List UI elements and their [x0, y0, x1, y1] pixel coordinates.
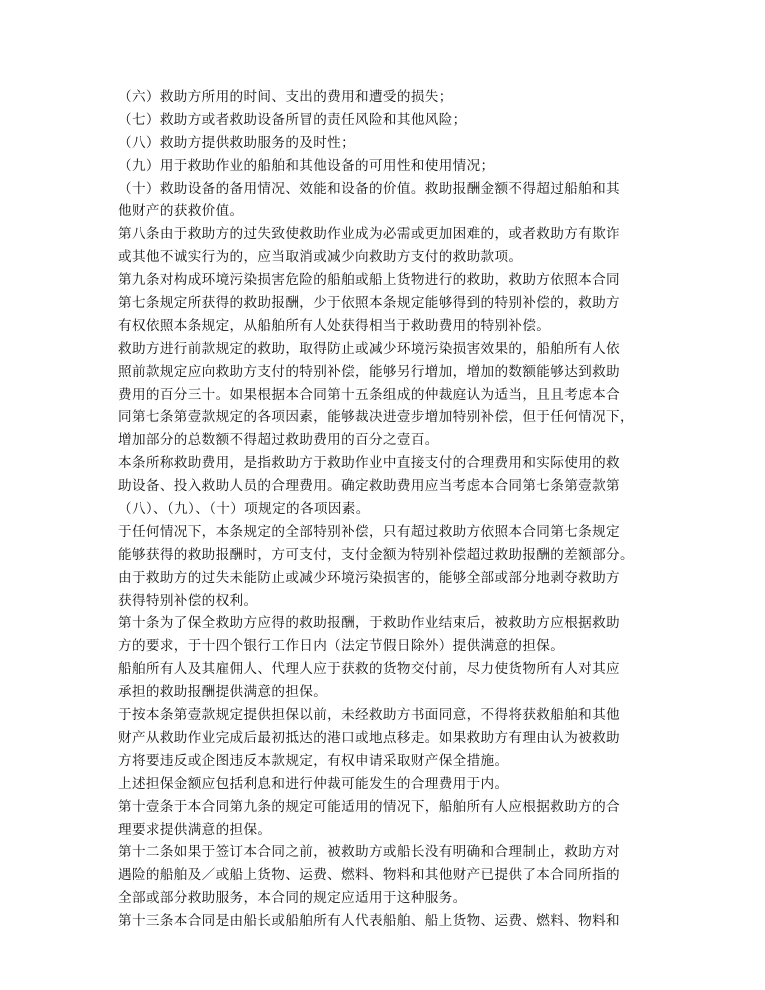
text-line: 或其他不诚实行为的，应当取消或减少向救助方支付的救助款项。 — [118, 249, 523, 266]
text-line: 承担的救助报酬提供满意的担保。 — [118, 684, 328, 701]
text-line: 船舶所有人及其雇佣人、代理人应于获救的货物交付前，尽力使货物所有人对其应 — [118, 661, 620, 678]
text-line: 财产从救助作业完成后最初抵达的港口或地点移走。如果救助方有理由认为被救助 — [118, 729, 620, 746]
text-line: （九）用于救助作业的船舶和其他设备的可用性和使用情况； — [118, 157, 495, 174]
text-line: 第十二条如果于签订本合同之前，被救助方或船长没有明确和合理制止，救助方对 — [118, 844, 620, 861]
text-line: 照前款规定应向救助方支付的特别补偿，能够另行增加，增加的数额能够达到救助 — [118, 363, 620, 380]
text-line: （六）救助方所用的时间、支出的费用和遭受的损失； — [118, 89, 453, 105]
text-line: 能够获得的救助报酬时，方可支付，支付金额为特别补偿超过救助报酬的差额部分。 — [118, 546, 634, 563]
text-line: 同第七条第壹款规定的各项因素，能够裁决进壹步增加特别补偿，但于任何情况下， — [118, 409, 634, 426]
text-line: （八）、（九）、（十）项规定的各项因素。 — [118, 501, 370, 518]
text-line: 助设备、投入救助人员的合理费用。确定救助费用应当考虑本合同第七条第壹款第 — [118, 478, 620, 495]
text-line: （七）救助方或者救助设备所冒的责任风险和其他风险； — [118, 111, 467, 128]
text-line: 第九条对构成环境污染损害危险的船舶或船上货物进行的救助，救助方依照本合同 — [118, 272, 620, 289]
text-line: 理要求提供满意的担保。 — [118, 821, 272, 838]
text-line: 第八条由于救助方的过失致使救助作业成为必需或更加困难的，或者救助方有欺诈 — [118, 226, 620, 243]
text-line: 方的要求，于十四个银行工作日内（法定节假日除外）提供满意的担保。 — [118, 638, 565, 655]
text-line: 于按本条第壹款规定提供担保以前，未经救助方书面同意，不得将获救船舶和其他 — [118, 707, 620, 724]
text-line: 第七条规定所获得的救助报酬，少于依照本条规定能够得到的特别补偿的，救助方 — [118, 295, 620, 312]
text-line: 有权依照本条规定，从船舶所有人处获得相当于救助费用的特别补偿。 — [118, 317, 551, 334]
contract-text-block — [118, 86, 666, 933]
text-line: 本条所称救助费用，是指救助方于救助作业中直接支付的合理费用和实际使用的救 — [118, 455, 620, 472]
text-line: 第十三条本合同是由船长或船舶所有人代表船舶、船上货物、运费、燃料、物料和 — [118, 913, 620, 930]
text-line: 遇险的船舶及／或船上货物、运费、燃料、物料和其他财产已提供了本合同所指的 — [118, 867, 620, 884]
text-line: 由于救助方的过失未能防止或减少环境污染损害的，能够全部或部分地剥夺救助方 — [118, 569, 620, 586]
text-line: 费用的百分三十。如果根据本合同第十五条组成的仲裁庭认为适当，且且考虑本合 — [118, 386, 620, 403]
text-line: （八）救助方提供救助服务的及时性； — [118, 134, 356, 151]
text-line: 第十壹条于本合同第九条的规定可能适用的情况下，船舶所有人应根据救助方的合 — [118, 798, 620, 815]
text-line: 救助方进行前款规定的救助，取得防止或减少环境污染损害效果的，船舶所有人依 — [118, 340, 620, 357]
text-line: （十）救助设备的备用情况、效能和设备的价值。救助报酬金额不得超过船舶和其 — [118, 180, 620, 197]
text-line: 增加部分的总数额不得超过救助费用的百分之壹百。 — [118, 432, 439, 449]
text-line: 于任何情况下，本条规定的全部特别补偿，只有超过救助方依照本合同第七条规定 — [118, 523, 620, 540]
text-line: 上述担保金额应包括利息和进行仲裁可能发生的合理费用于内。 — [118, 775, 509, 792]
text-line: 第十条为了保全救助方应得的救助报酬，于救助作业结束后，被救助方应根据救助 — [118, 615, 620, 632]
text-line: 全部或部分救助服务，本合同的规定应适用于这种服务。 — [118, 890, 467, 907]
text-line: 他财产的获救价值。 — [118, 203, 244, 220]
text-line: 获得特别补偿的权利。 — [118, 592, 258, 609]
text-line: 方将要违反或企图违反本款规定，有权申请采取财产保全措施。 — [118, 752, 509, 769]
